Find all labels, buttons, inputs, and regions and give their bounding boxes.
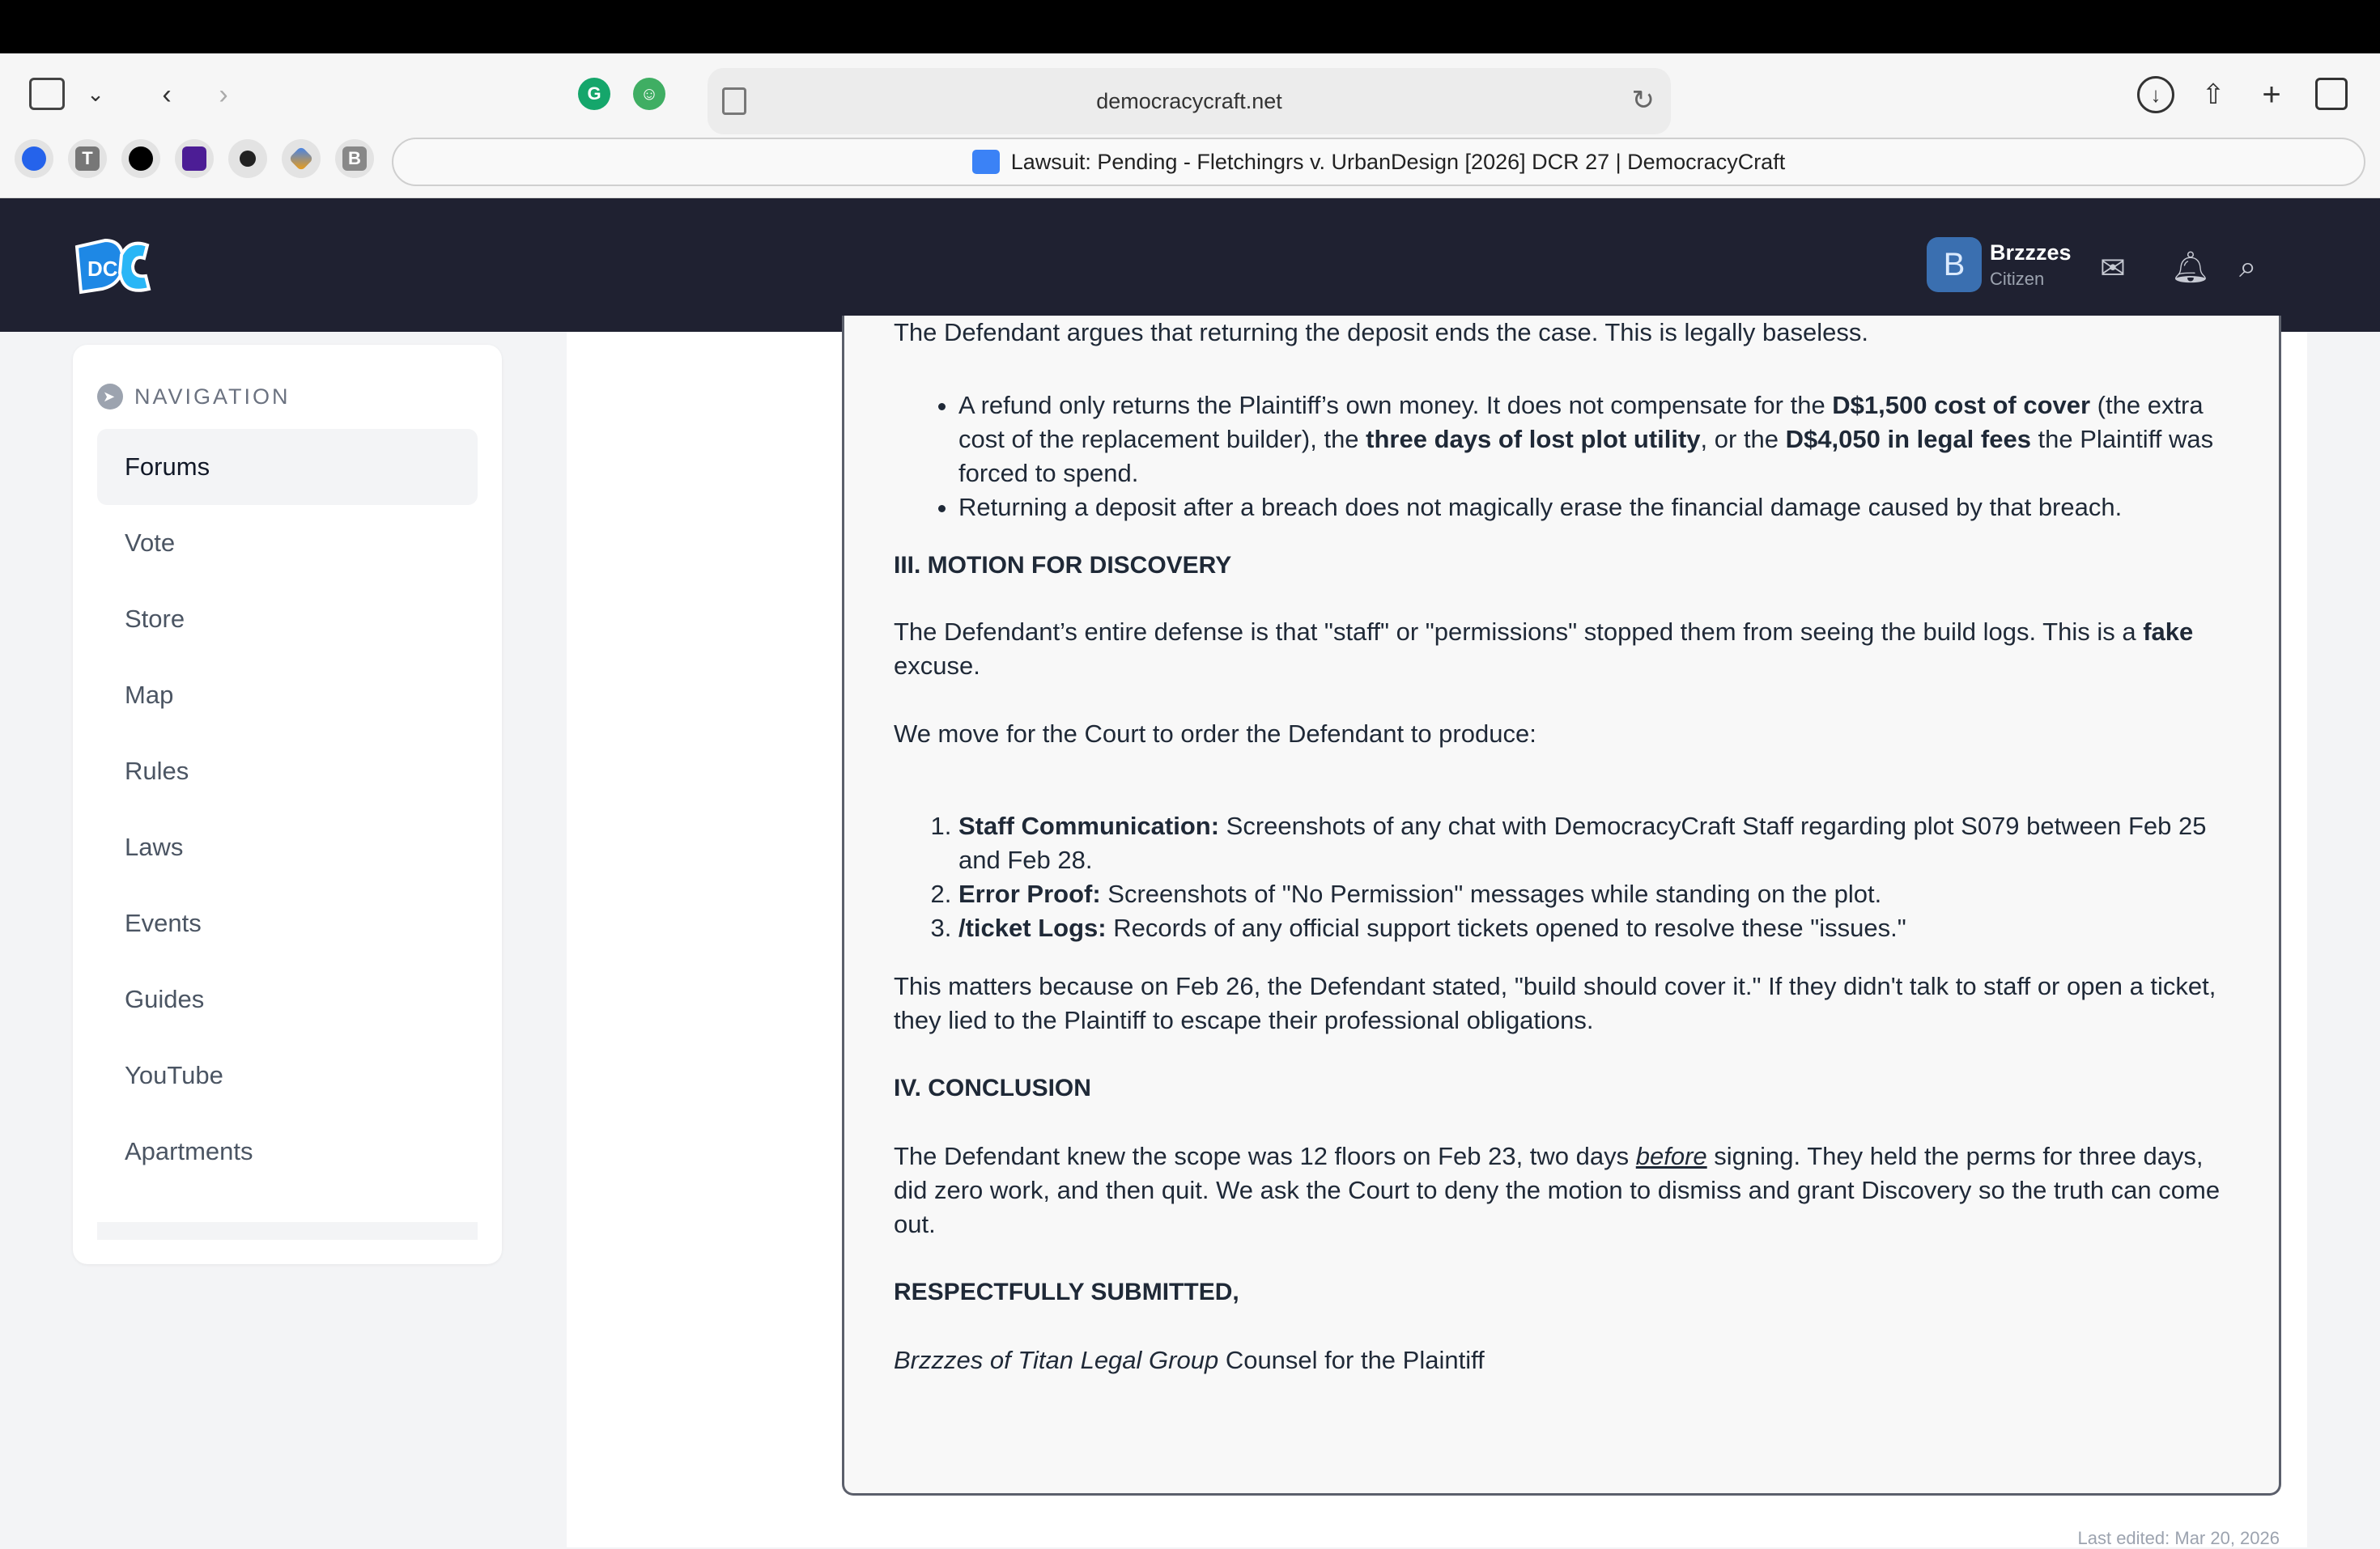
section-heading: III. MOTION FOR DISCOVERY	[894, 552, 1232, 579]
list-item: • Returning a deposit after a breach does not magically erase the financial damage caused by that breach.	[958, 490, 2225, 524]
os-menubar	[0, 0, 2380, 53]
favorites-bar	[15, 139, 374, 180]
navigation-arrow-icon: ➤	[97, 384, 123, 410]
list-item: 2. Error Proof: Screenshots of "No Permission" messages while standing on the plot.	[958, 877, 2225, 911]
sidebar-item-apartments[interactable]: Apartments	[125, 1137, 253, 1165]
sidebar-item-youtube[interactable]: YouTube	[125, 1061, 223, 1089]
sidebar-item-vote[interactable]: Vote	[125, 528, 176, 557]
favorite-site-icon[interactable]	[121, 139, 160, 178]
mail-icon[interactable]: ✉	[2100, 252, 2126, 286]
favorite-site-icon[interactable]	[228, 139, 267, 178]
navigation-heading: ➤ NAVIGATION	[97, 384, 291, 410]
favorite-site-icon[interactable]	[15, 139, 53, 178]
sidebar	[73, 345, 502, 1264]
avatar[interactable]: B	[1927, 237, 1982, 292]
download-icon[interactable]: ↓	[2137, 76, 2174, 113]
url-text: democracycraft.net	[1096, 88, 1282, 113]
bullet-list	[894, 388, 2225, 524]
sidebar-toggle-icon[interactable]	[29, 78, 65, 110]
back-icon[interactable]: ‹	[162, 79, 172, 110]
post-paragraph: The Defendant argues that returning the deposit ends the case. This is legally baseless.	[894, 318, 1868, 346]
sidebar-item-events[interactable]: Events	[125, 909, 202, 937]
site-favicon-icon	[972, 150, 1000, 174]
tab-overview-icon[interactable]	[2315, 78, 2348, 110]
signature: Brzzzes of Titan Legal Group Counsel for the Plaintiff	[894, 1346, 1485, 1374]
navigation-list	[97, 429, 478, 1190]
numbered-list	[894, 809, 2225, 945]
share-icon[interactable]: ⇧	[2201, 79, 2225, 110]
democracycraft-logo[interactable]	[73, 231, 154, 297]
favorite-site-icon[interactable]	[175, 139, 214, 178]
sidebar-item-rules[interactable]: Rules	[125, 757, 189, 785]
last-edited: Last edited: Mar 20, 2026	[2077, 1528, 2280, 1548]
tab-active[interactable]	[392, 138, 2365, 186]
tab-title: Lawsuit: Pending - Fletchingrs v. UrbanDesign [2026] DCR 27 | DemocracyCraft	[1010, 149, 1786, 174]
sidebar-divider	[97, 1222, 478, 1240]
new-tab-icon[interactable]: +	[2262, 76, 2281, 112]
post-paragraph: The Defendant’s entire defense is that "staff" or "permissions" stopped them from seeing the build logs. This is a fake excuse.	[894, 617, 2194, 680]
robot-extension-icon[interactable]: ☺	[633, 78, 665, 110]
site-header	[0, 198, 2380, 332]
user-menu[interactable]	[1927, 237, 2072, 292]
search-icon[interactable]: ⌕	[2239, 250, 2257, 284]
favorite-site-icon[interactable]: T	[68, 139, 107, 178]
list-item: 3. /ticket Logs: Records of any official support tickets opened to resolve these "issues."	[958, 911, 2225, 945]
post-paragraph: This matters because on Feb 26, the Defendant stated, "build should cover it." If they didn't talk to staff or open a ticket, they lied to the Plaintiff to escape their professional obligations.	[894, 972, 2216, 1034]
list-item: 1. Staff Communication: Screenshots of any chat with DemocracyCraft Staff regarding plot S079 between Feb 25 and Feb 28.	[958, 809, 2225, 877]
list-item: • A refund only returns the Plaintiff’s own money. It does not compensate for the D$1,500 cost of cover (the extra cost of the replacement builder), the three days of lost plot utility, or the D$4,050 in legal fees the Plaintiff was forced to spend.	[958, 388, 2225, 490]
reader-icon[interactable]	[722, 87, 746, 115]
section-heading: IV. CONCLUSION	[894, 1075, 1091, 1101]
favorite-site-icon[interactable]	[282, 139, 321, 178]
post-paragraph: The Defendant knew the scope was 12 floors on Feb 23, two days before signing. They held the perms for three days, did zero work, and then quit. We ask the Court to deny the motion to dismiss and grant Discovery so the truth can come out.	[894, 1142, 2221, 1238]
post-body	[894, 316, 2225, 1377]
post-paragraph: We move for the Court to order the Defendant to produce:	[894, 719, 1536, 748]
chevron-down-icon[interactable]: ⌄	[87, 81, 104, 106]
sidebar-item-guides[interactable]: Guides	[125, 985, 205, 1013]
sidebar-item-laws[interactable]: Laws	[125, 833, 184, 861]
forward-icon[interactable]: ›	[219, 79, 228, 110]
favorite-site-icon[interactable]: B	[335, 139, 374, 178]
browser-toolbar	[0, 53, 2380, 198]
grammarly-extension-icon[interactable]: G	[578, 78, 610, 110]
bell-icon[interactable]: 🔔︎	[2171, 251, 2211, 285]
sidebar-item-map[interactable]: Map	[125, 681, 174, 709]
submitted-line: RESPECTFULLY SUBMITTED,	[894, 1279, 1239, 1305]
reload-icon[interactable]: ↻	[1631, 85, 1655, 116]
user-role: Citizen	[1990, 268, 2045, 289]
svg-text:DC: DC	[87, 257, 118, 281]
user-name: Brzzzes	[1990, 240, 2072, 265]
sidebar-item-forums[interactable]: Forums	[97, 429, 478, 505]
address-bar[interactable]	[708, 68, 1671, 134]
sidebar-item-store[interactable]: Store	[125, 605, 185, 633]
